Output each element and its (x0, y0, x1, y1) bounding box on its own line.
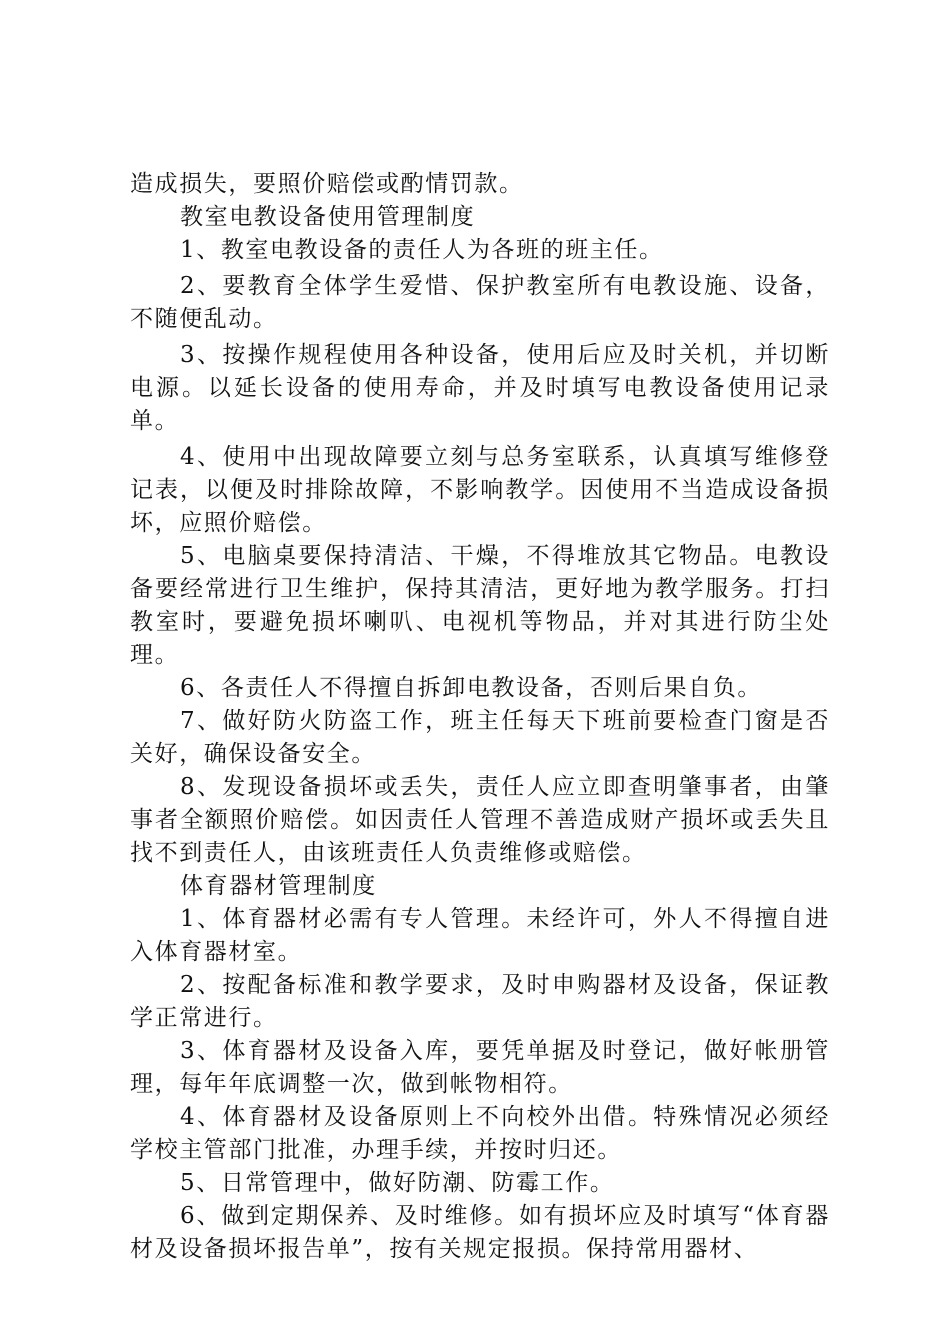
document-body (130, 168, 830, 1266)
rule-item: 4、使用中出现故障要立刻与总务室联系，认真填写维修登记表，以便及时排除故障，不影响教学。因使用不当造成设备损坏，应照价赔偿。 (130, 444, 830, 536)
rule-item: 2、按配备标准和教学要求，及时申购器材及设备，保证教学正常进行。 (130, 972, 830, 1031)
rule-item: 4、体育器材及设备原则上不向校外出借。特殊情况必须经学校主管部门批准，办理手续，并按时归还。 (130, 1104, 830, 1163)
continuation-text: 造成损失，要照价赔偿或酌情罚款。 (130, 171, 524, 197)
rule-item: 1、体育器材必需有专人管理。未经许可，外人不得擅自进入体育器材室。 (130, 906, 830, 965)
rule-item: 8、发现设备损坏或丢失，责任人应立即查明肇事者，由肇事者全额照价赔偿。如因责任人管理不善造成财产损坏或丢失且找不到责任人，由该班责任人负责维修或赔偿。 (130, 774, 830, 866)
rule-item: 2、要教育全体学生爱惜、保护教室所有电教设施、设备，不随便乱动。 (130, 273, 830, 332)
rule-item: 6、各责任人不得擅自拆卸电教设备，否则后果自负。 (180, 675, 763, 701)
rule-item: 1、教室电教设备的责任人为各班的班主任。 (180, 237, 664, 263)
rule-item: 3、按操作规程使用各种设备，使用后应及时关机，并切断电源。以延长设备的使用寿命，并及时填写电教设备使用记录单。 (130, 342, 830, 434)
rule-item: 5、日常管理中，做好防潮、防霉工作。 (180, 1170, 615, 1196)
rule-item: 5、电脑桌要保持清洁、干燥，不得堆放其它物品。电教设备要经常进行卫生维护，保持其清洁，更好地为教学服务。打扫教室时，要避免损坏喇叭、电视机等物品，并对其进行防尘处理。 (130, 543, 830, 668)
rule-item: 6、做到定期保养、及时维修。如有损坏应及时填写“体育器材及设备损坏报告单”，按有关规定报损。保持常用器材、 (130, 1203, 830, 1262)
section-title-classroom-av: 教室电教设备使用管理制度 (180, 204, 476, 230)
rule-item: 7、做好防火防盗工作，班主任每天下班前要检查门窗是否关好，确保设备安全。 (130, 708, 830, 767)
section-title-sports-equipment: 体育器材管理制度 (180, 873, 377, 899)
rule-item: 3、体育器材及设备入库，要凭单据及时登记，做好帐册管理，每年年底调整一次，做到帐物相符。 (130, 1038, 830, 1097)
